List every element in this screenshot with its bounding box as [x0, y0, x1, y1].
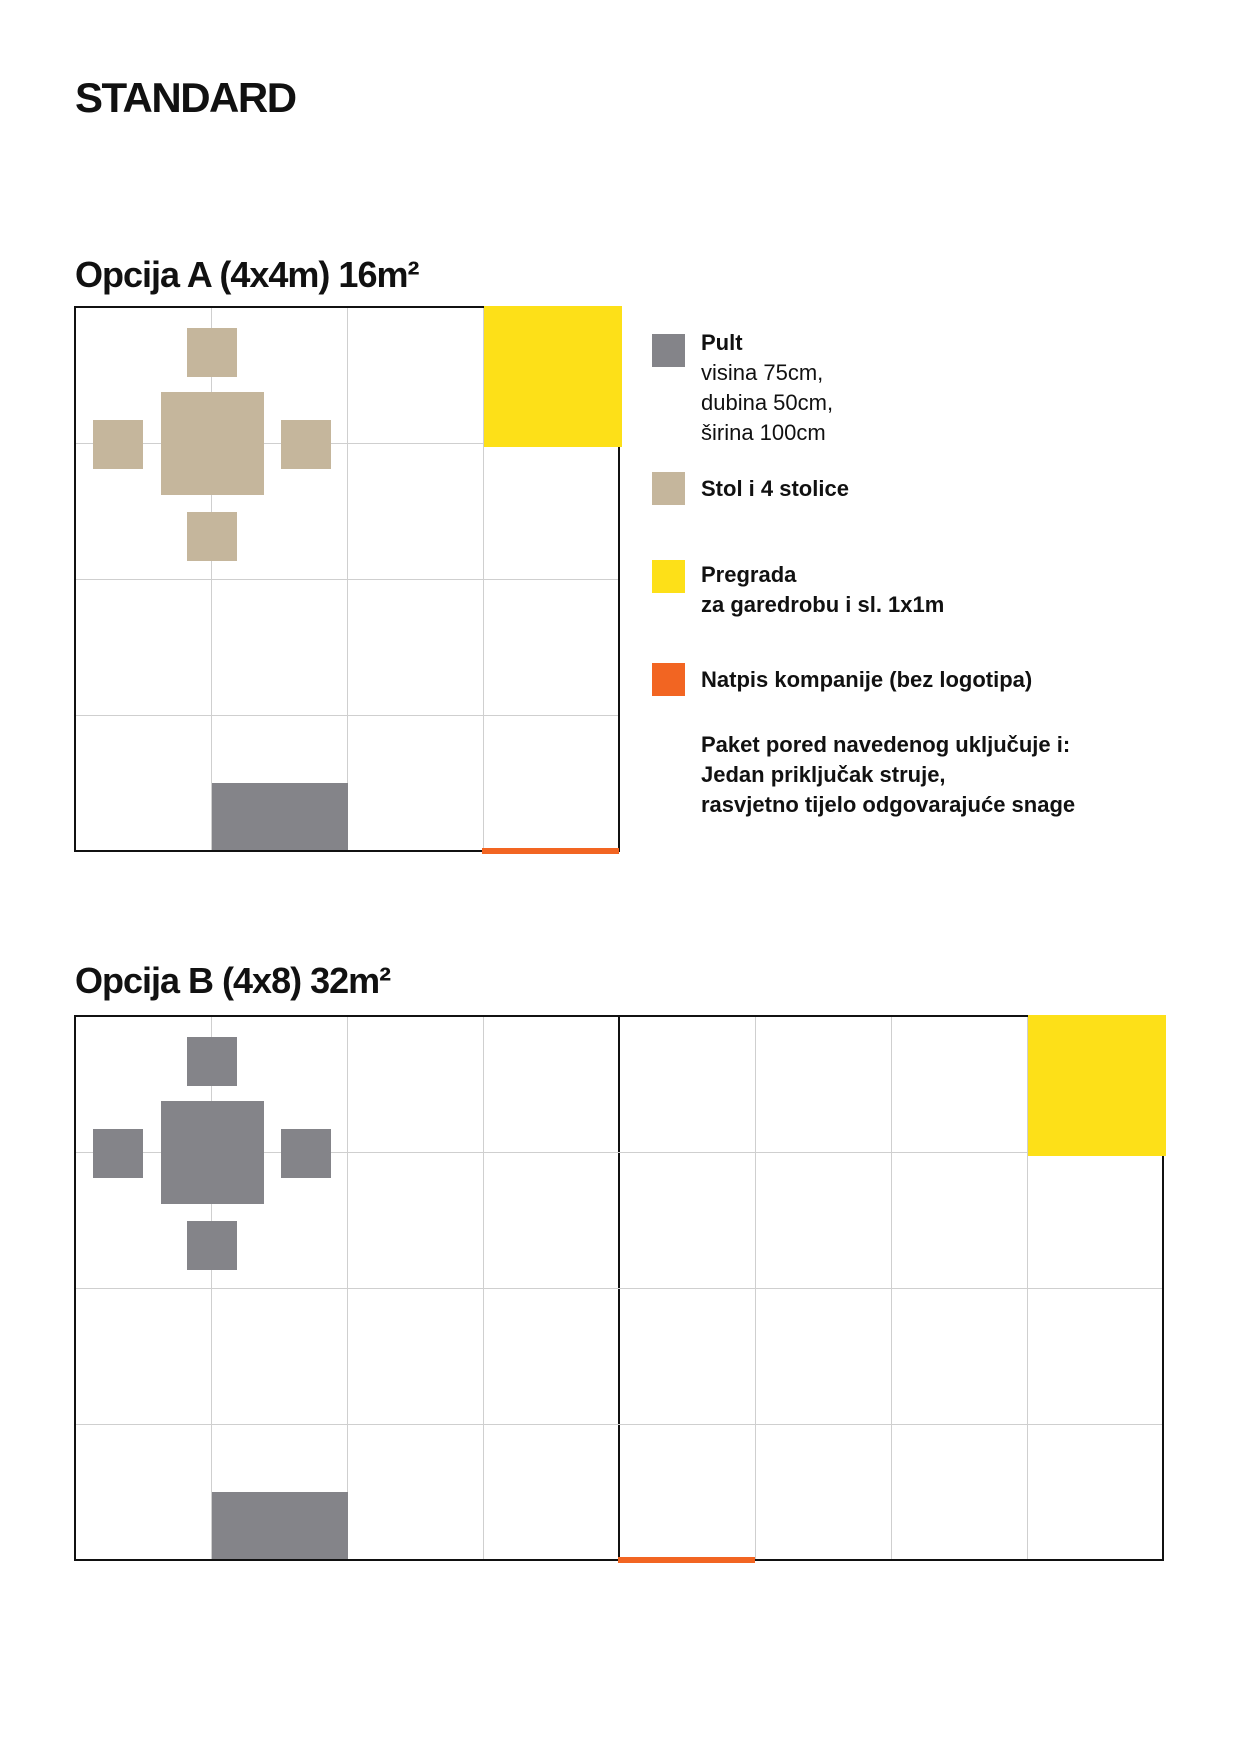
- legend-detail: širina 100cm: [701, 420, 826, 445]
- chair: [187, 1037, 237, 1086]
- chair: [187, 1221, 237, 1270]
- page-title: STANDARD: [75, 74, 296, 121]
- partition-swatch: [652, 560, 685, 593]
- company-sign-swatch: [652, 663, 685, 696]
- grid-line: [76, 579, 618, 580]
- partition: [484, 306, 622, 447]
- legend-detail: za garedrobu i sl. 1x1m: [701, 592, 945, 617]
- floor-plan-option-a: [74, 306, 620, 852]
- option-a-title: Opcija A (4x4m) 16m²: [75, 254, 419, 295]
- option-b-title: Opcija B (4x8) 32m²: [75, 960, 391, 1001]
- table: [161, 1101, 264, 1204]
- grid-line: [76, 1288, 1162, 1289]
- table-chairs-swatch: [652, 472, 685, 505]
- counter: [212, 1492, 348, 1559]
- counter-swatch: [652, 334, 685, 367]
- partition: [1028, 1015, 1166, 1156]
- legend-label: Pult: [701, 330, 743, 355]
- chair: [281, 420, 331, 469]
- legend-detail: visina 75cm,: [701, 360, 824, 385]
- legend-label: Pregrada: [701, 562, 797, 587]
- counter: [212, 783, 348, 850]
- floor-plan-option-b: [74, 1015, 1164, 1561]
- table: [161, 392, 264, 495]
- company-sign: [482, 848, 619, 854]
- grid-line: [76, 1424, 1162, 1425]
- chair: [187, 328, 237, 377]
- chair: [187, 512, 237, 561]
- package-note: [701, 730, 1075, 820]
- legend-label: Natpis kompanije (bez logotipa): [701, 667, 1033, 692]
- grid-line: [76, 715, 618, 716]
- chair: [93, 1129, 143, 1178]
- note-line: rasvjetno tijelo odgovarajuće snage: [701, 792, 1076, 817]
- chair: [93, 420, 143, 469]
- company-sign: [618, 1557, 755, 1563]
- note-line: Jedan priključak struje,: [701, 762, 946, 787]
- legend-detail: dubina 50cm,: [701, 390, 834, 415]
- legend-label: Stol i 4 stolice: [701, 476, 849, 501]
- chair: [281, 1129, 331, 1178]
- note-line: Paket pored navedenog uključuje i:: [701, 732, 1071, 757]
